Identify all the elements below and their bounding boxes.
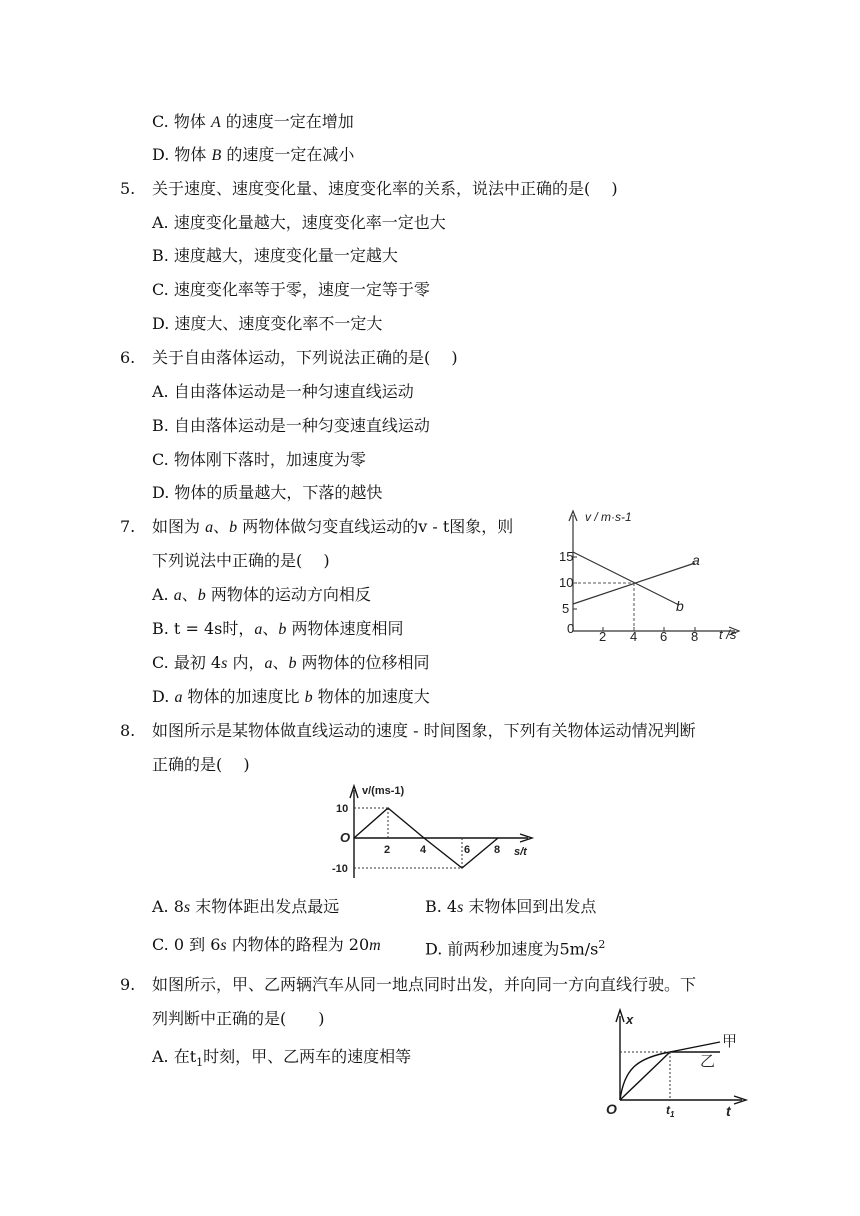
q8-ytick: -10 (332, 863, 348, 875)
q8-x-label: s/t (514, 846, 527, 858)
q7-stem-line2: 下列说法中正确的是( ) (152, 551, 330, 570)
q5-option-c: C. 速度变化率等于零，速度一定等于零 (152, 280, 430, 299)
q7-line-a-label: a (692, 552, 700, 568)
q7-stem: 如图为 a、b 两物体做匀变直线运动的v - t图象，则 (152, 517, 514, 536)
q7-xtick: 6 (660, 629, 668, 644)
q9-number: 9. (120, 975, 136, 994)
q4-option-d: D. 物体 B 的速度一定在减小 (152, 145, 355, 164)
q8-xtick: 2 (384, 844, 391, 856)
q7-number: 7. (120, 517, 136, 536)
q8-option-c: C. 0 到 6s 内物体的路程为 20m (152, 935, 381, 954)
q6-stem: 关于自由落体运动，下列说法正确的是( ) (152, 348, 458, 367)
q9-stem-line2: 列判断中正确的是( ) (152, 1009, 325, 1028)
q7-xtick: 8 (691, 629, 699, 644)
q8-xtick: 4 (420, 844, 427, 856)
q6-number: 6. (120, 348, 136, 367)
q7-vt-graph (555, 505, 755, 645)
q7-x-label: t /s (719, 627, 737, 642)
q7-option-b: B. t = 4s时，a、b 两物体速度相同 (152, 619, 404, 638)
q6-option-c: C. 物体刚下落时，加速度为零 (152, 450, 366, 469)
q5-option-d: D. 速度大、速度变化率不一定大 (152, 314, 383, 333)
q8-vt-graph (332, 780, 542, 880)
q5-option-a: A. 速度变化量越大，速度变化率一定也大 (152, 213, 446, 232)
q9-line-jia (620, 1042, 720, 1100)
q8-xtick: 6 (464, 844, 471, 856)
q6-option-d: D. 物体的质量越大，下落的越快 (152, 483, 383, 502)
q8-number: 8. (120, 721, 136, 740)
q9-t1-label: $t_1$ (666, 1103, 675, 1119)
q8-option-b: B. 4s 末物体回到出发点 (425, 897, 597, 916)
q9-xt-graph (600, 1008, 750, 1120)
q9-y-label: x (626, 1012, 634, 1027)
q7-line-b-label: b (676, 598, 684, 614)
q7-line-b (573, 552, 679, 605)
q7-xtick: 2 (599, 629, 607, 644)
q4-option-c: C. 物体 A 的速度一定在增加 (152, 112, 354, 131)
q9-label-jia: 甲 (722, 1033, 738, 1050)
q8-stem: 如图所示是某物体做直线运动的速度 - 时间图象，下列有关物体运动情况判断 (152, 721, 696, 740)
q7-ytick: 5 (562, 601, 570, 616)
q8-stem-line2: 正确的是( ) (152, 755, 250, 774)
q7-option-c: C. 最初 4s 内，a、b 两物体的位移相同 (152, 653, 430, 672)
q7-xtick: 4 (630, 629, 638, 644)
q9-origin: O (606, 1101, 617, 1117)
q7-option-a: A. a、b 两物体的运动方向相反 (152, 585, 371, 604)
q9-x-label: t (726, 1103, 731, 1119)
q8-option-d: D. 前两秒加速度为$5m/s^2$ (425, 938, 606, 959)
q7-option-d: D. a 物体的加速度比 b 物体的加速度大 (152, 687, 430, 706)
q8-xtick: 8 (494, 844, 501, 856)
q6-option-b: B. 自由落体运动是一种匀变速直线运动 (152, 416, 430, 435)
q9-option-a: A. 在$t_1$时刻，甲、乙两车的速度相等 (152, 1047, 412, 1070)
q5-stem: 关于速度、速度变化量、速度变化率的关系，说法中正确的是( ) (152, 179, 618, 198)
q8-ytick: 10 (336, 803, 349, 815)
q5-number: 5. (120, 179, 136, 198)
q7-ytick: 10 (559, 575, 574, 590)
q8-origin: O (340, 830, 351, 845)
q9-label-yi: 乙 (700, 1053, 716, 1070)
q8-option-a: A. 8s 末物体距出发点最远 (152, 897, 340, 916)
q7-ytick: 0 (567, 621, 575, 636)
q9-stem: 如图所示，甲、乙两辆汽车从同一地点同时出发，并向同一方向直线行驶。下 (152, 975, 697, 994)
q7-y-label: v / m·s-1 (585, 510, 632, 524)
q7-ytick: 15 (559, 549, 574, 564)
q8-y-label: v/(ms-1) (362, 785, 405, 797)
q5-option-b: B. 速度越大，速度变化量一定越大 (152, 246, 398, 265)
q6-option-a: A. 自由落体运动是一种匀速直线运动 (152, 382, 414, 401)
